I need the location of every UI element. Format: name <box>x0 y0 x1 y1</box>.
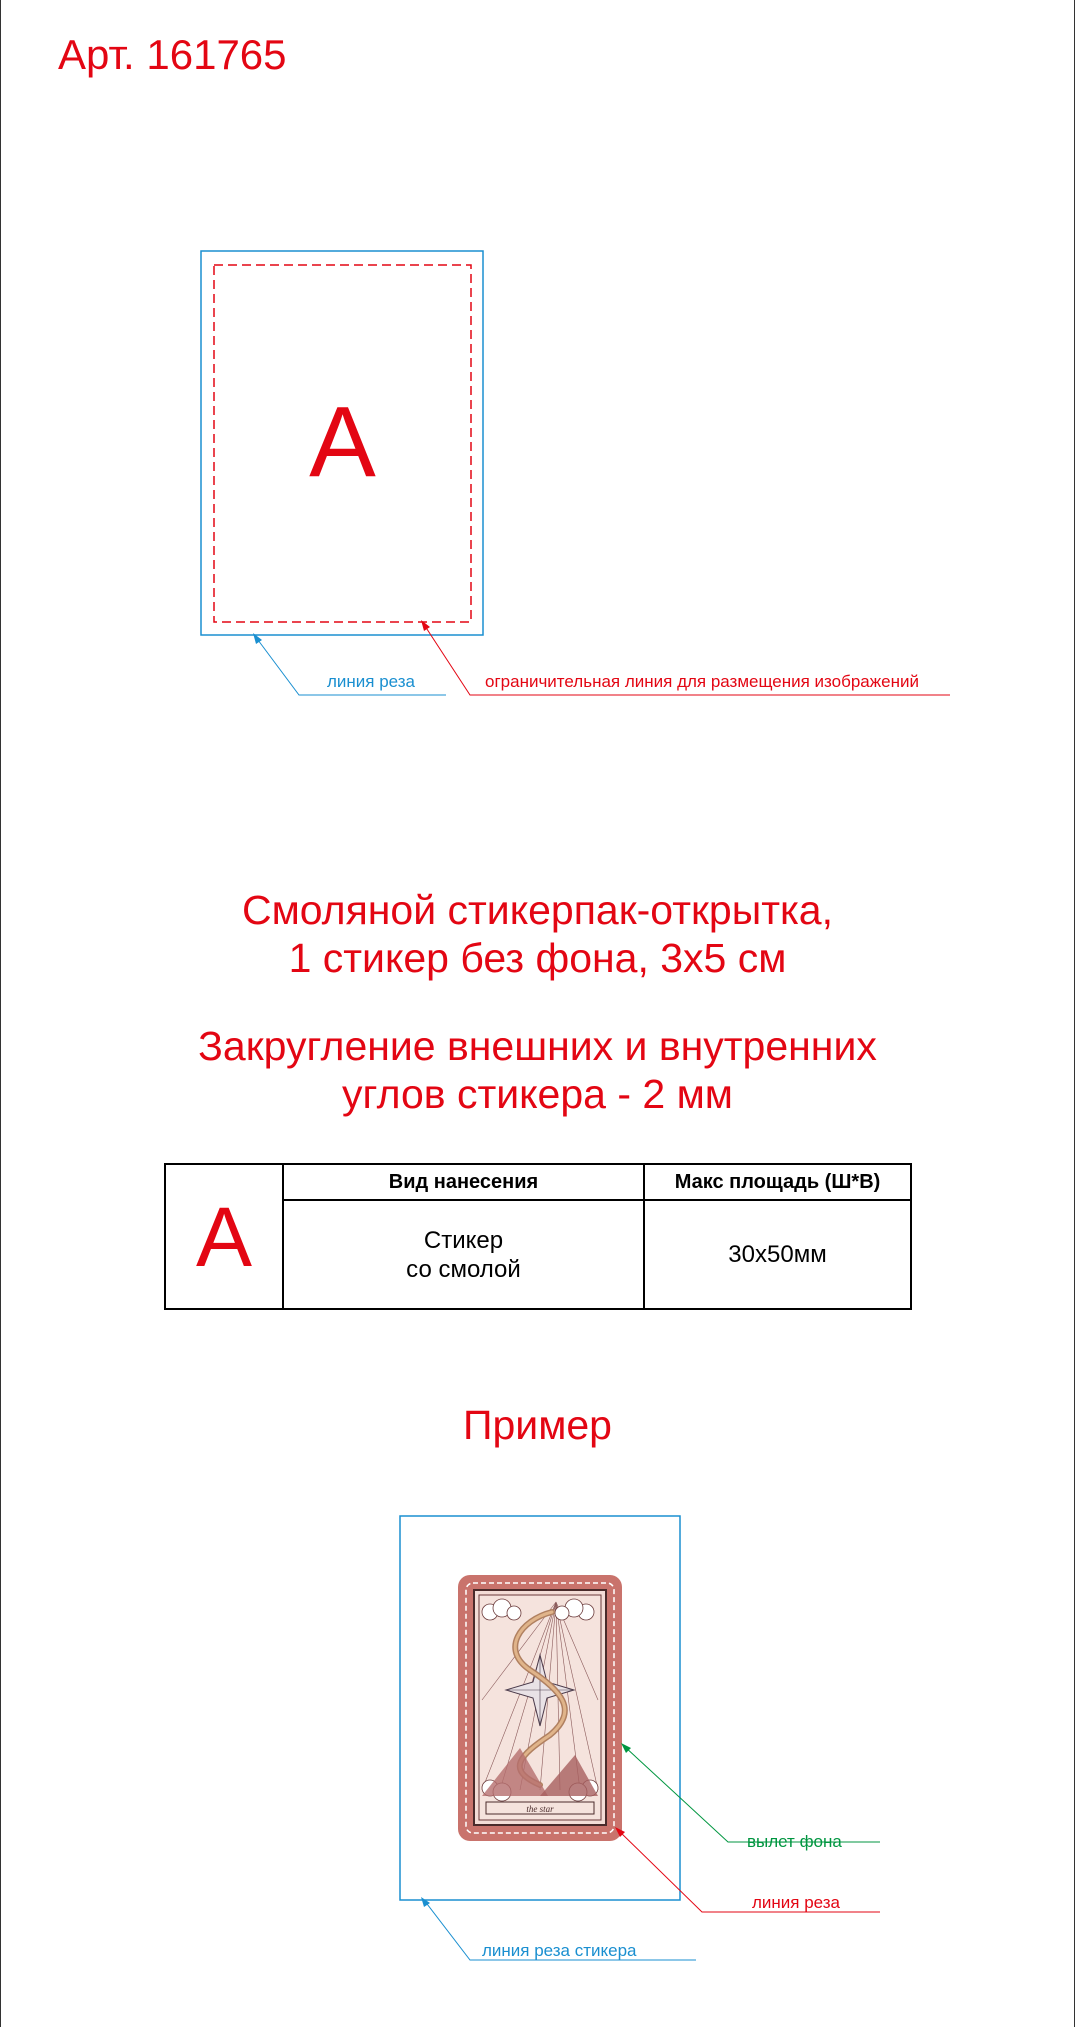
method-cell <box>283 1200 644 1309</box>
header-area: Макс площадь (Ш*В) <box>644 1164 911 1200</box>
card-caption: the star <box>526 1804 554 1814</box>
product-title-line2: 1 стикер без фона, 3х5 см <box>288 935 787 981</box>
header-method: Вид нанесения <box>283 1164 644 1200</box>
example-title: Пример <box>463 1402 612 1448</box>
template-diagram <box>0 0 1075 760</box>
method-line1: Стикер <box>423 1226 504 1254</box>
article-number: Арт. 161765 <box>58 31 287 78</box>
cut-line-label: линия реза <box>327 672 416 691</box>
product-title-line1: Смоляной стикерпак-открытка, <box>241 887 834 933</box>
method-line2: со смолой <box>406 1255 521 1283</box>
rounding-note-line1: Закругление внешних и внутренних <box>198 1023 877 1069</box>
example-cut-label: линия реза <box>752 1893 841 1912</box>
tarot-card-illustration <box>474 1590 606 1825</box>
product-title <box>0 886 1075 982</box>
area-cell: 30х50мм <box>644 1200 911 1309</box>
zone-letter: А <box>309 386 376 498</box>
sticker-cut-label: линия реза стикера <box>482 1941 637 1960</box>
example-diagram <box>0 1500 1075 1980</box>
rounding-note-line2: углов стикера - 2 мм <box>342 1071 733 1117</box>
boundary-label: ограничительная линия для размещения изображений <box>485 672 919 691</box>
bleed-label: вылет фона <box>747 1832 842 1851</box>
rounding-note <box>0 1022 1075 1118</box>
bleed-leader <box>624 1746 880 1842</box>
spec-letter: А <box>165 1164 283 1309</box>
spec-table <box>164 1163 912 1310</box>
